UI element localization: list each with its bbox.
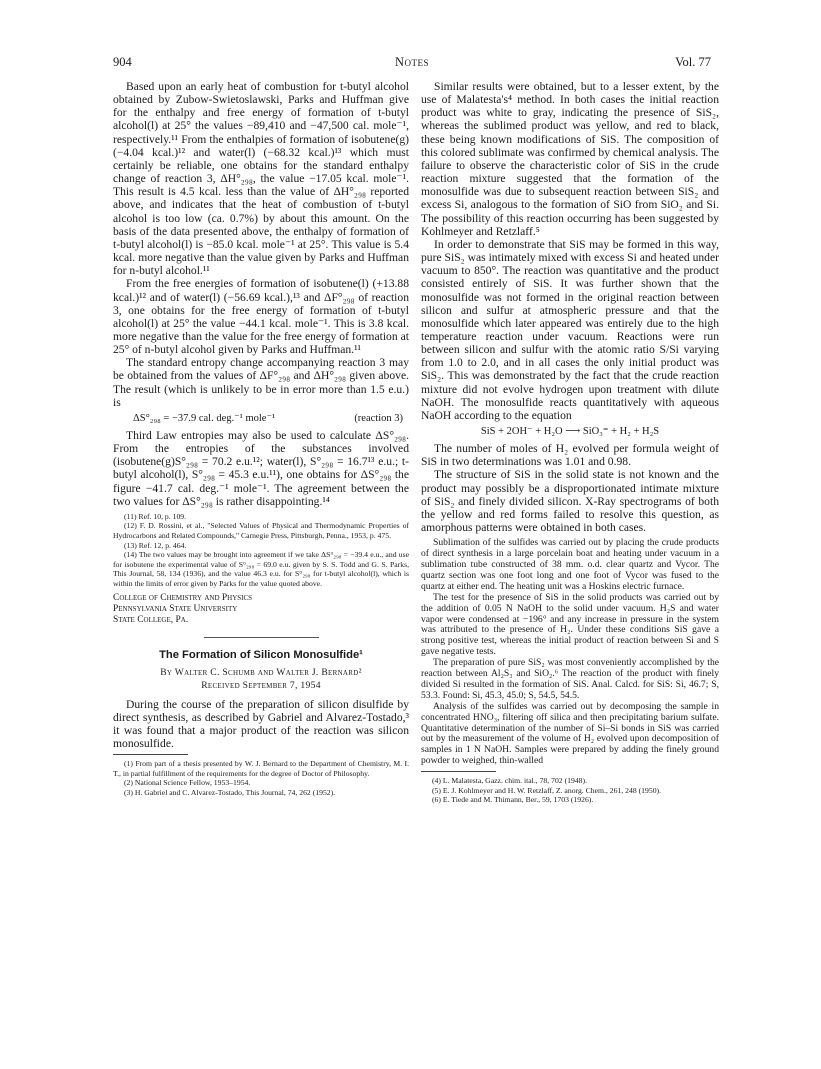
- experimental-paragraph: Sublimation of the sulfides was carried out by placing the crude products of direct synthesis in a large porcelain boat and heating under vacuum in a sublimation tube constructed of 38 mm. o.d. clear quartz and Vycor. The quartz section was one foot long and one foot of Vycor was fused to the quartz at either end. The heating unit was a Hoskins electric furnace.: [421, 537, 719, 592]
- paragraph: During the course of the preparation of silicon disulfide by direct synthesis, as described by Gabriel and Alvarez-Tostado,³ it was found that a major product of the reaction was silicon monosulfide.: [113, 697, 409, 751]
- footnote-divider: [421, 771, 496, 772]
- paragraph: From the free energies of formation of isobutene(l) (+13.88 kcal.)¹² and of water(l) (−56.69 kcal.),¹³ and ΔF°₂₉₈ of reaction 3, one obtains for the free energy of formation of t-butyl alcohol(l) at 25° the value −44.1 kcal. mole⁻¹. This is 3.8 kcal. more negative than the value for the free energy of formation at 25° of n-butyl alcohol given by Parks and Huffman.¹¹: [113, 277, 409, 357]
- paragraph: In order to demonstrate that SiS may be formed in this way, pure SiS₂ was intimately mixed with excess Si and heated under vacuum to 850°. The reaction was quantitative and the product consisted entirely of SiS. It was further shown that the monosulfide was not formed in the original reaction between silicon and sulfur at atmospheric pressure and that the monosulfide which later appeared was entirely due to the high temperature reaction under vacuum. Reactions were run between silicon and sulfur with the atomic ratio S/Si varying from 1.0 to 2.0, and in all cases the only initial product was SiS₂. This was demonstrated by the fact that the crude reaction mixture did not evolve hydrogen upon treatment with dilute NaOH. The monosulfide reacts quantitatively with aqueous NaOH according to the equation: [421, 237, 719, 422]
- paragraph: The structure of SiS in the solid state is not known and the product may possibly be a disproportionated intimate mixture of SiS₂ and finely divided silicon. X-Ray spectrograms of both the yellow and red forms failed to resolve this question, as amorphous patterns were obtained in both cases.: [421, 468, 719, 534]
- paragraph: Similar results were obtained, but to a lesser extent, by the use of Malatesta's⁴ method. In both cases the initial reaction product was white to gray, indicating the presence of SiS₂, whereas the sublimed product was yellow, and red to black, these being known modifications of SiS. The composition of this colored sublimate was confirmed by chemical analysis. The failure to observe the characteristic color of SiS in the crude reaction mixture suggested that the formation of the monosulfide was due to subsequent reaction between SiS₂ and excess Si, analogous to the formation of SiO from SiO₂ and Si. The possibility of this reaction occurring has been suggested by Kohlmeyer and Retzlaff.⁵: [421, 80, 719, 238]
- experimental-paragraph: Analysis of the sulfides was carried out by decomposing the sample in concentrated HNO₃, filtering off silica and then precipitating barium sulfate. Quantitative determination of the number of Si–Si bonds in SiS was carried out by the measurement of the volume of H₂ evolved upon decomposition of samples in 1 N NaOH. Samples were prepared by adding the finely ground powder to weighed, thin-walled: [421, 700, 719, 767]
- footnote: (6) E. Tiede and M. Thimann, Ber., 59, 1703 (1926).: [432, 795, 594, 805]
- affiliation: Pennsylvania State University: [113, 603, 238, 614]
- equation-text: ΔS°₂₉₈ = −37.9 cal. deg.⁻¹ mole⁻¹: [133, 412, 276, 424]
- page-number: 904: [113, 55, 132, 69]
- article-title: The Formation of Silicon Monosulfide¹: [159, 648, 363, 661]
- affiliation: College of Chemistry and Physics: [113, 592, 253, 603]
- footnote: (2) National Science Fellow, 1953–1954.: [124, 778, 251, 788]
- footnote: (4) L. Malatesta, Gazz. chim. ital., 78, 702 (1948).: [432, 776, 587, 786]
- section-divider: [204, 637, 319, 638]
- footnote: (12) F. D. Rossini, et al., "Selected Values of Physical and Thermodynamic Properties of Hydrocarbons and Related Compounds," Carnegie Press, Pittsburgh, Penna., 1953, p. 475.: [113, 521, 409, 541]
- volume-label: Vol. 77: [675, 55, 711, 69]
- right-column: [421, 80, 719, 805]
- equation: SiS + 2OH⁻ + H₂O ⟶ SiO₃⁼ + H₂ + H₂S: [480, 426, 660, 438]
- footnote: (14) The two values may be brought into agreement if we take ΔS°₂₉₈ = −39.4 e.u., and use for isobutene the experimental value of S°₂₉₈ = 69.0 e.u. given by S. S. Todd and G. S. Parks, This Journal, 58, 134 (1936), and the value 46.3 e.u. for S°₂₉₈ for t-butyl alcohol(l), which is within the limits of error given by Parks for the value quoted above.: [113, 550, 409, 588]
- experimental-paragraph: The preparation of pure SiS₂ was most conveniently accomplished by the reaction between Al₂S₃ and SiO₂.⁶ The reaction of the product with finely divided Si resulted in the formation of SiS. Anal. Calcd. for SiS: Si, 46.7; S, 53.3. Found: Si, 45.3, 45.0; S, 54.5, 54.5.: [421, 657, 719, 701]
- footnote: (11) Ref. 10, p. 109.: [124, 511, 187, 521]
- footnote: (1) From part of a thesis presented by W. J. Bernard to the Department of Chemistry, M. I. T., in partial fulfillment of the requirements for the degree of Doctor of Philosophy.: [113, 759, 409, 778]
- page-header: [113, 55, 711, 71]
- received-date: Received September 7, 1954: [201, 679, 321, 691]
- running-title: Notes: [394, 55, 430, 69]
- footnote-divider: [113, 754, 188, 755]
- affiliation: State College, Pa.: [113, 614, 189, 625]
- paragraph: The standard entropy change accompanying reaction 3 may be obtained from the values of ΔF°₂₉₈ and ΔH°₂₉₈ given above. The result (which is unlikely to be in error more than 1.5 e.u.) is: [113, 356, 409, 409]
- footnote: (5) E. J. Kohlmeyer and H. W. Retzlaff, Z. anorg. Chem., 261, 248 (1950).: [432, 785, 662, 795]
- byline: By Walter C. Schumb and Walter J. Bernard²: [160, 666, 362, 678]
- footnote: (13) Ref. 12, p. 464.: [124, 540, 187, 550]
- equation-label: (reaction 3): [354, 412, 403, 424]
- paragraph: The number of moles of H₂ evolved per formula weight of SiS in two determinations was 1.01 and 0.98.: [421, 442, 719, 469]
- left-column: [113, 80, 409, 798]
- experimental-paragraph: The test for the presence of SiS in the solid products was carried out by the addition of 0.05 N NaOH to the solid under vacuum. H₂S and water vapor were condensed at −196° and any increase in pressure in the system was attributed to the presence of H₂. Under these conditions SiS gave a strong positive test, whereas the initial product of reaction between Si and S gave negative tests.: [421, 591, 719, 658]
- footnote: (3) H. Gabriel and C. Alvarez-Tostado, This Journal, 74, 262 (1952).: [124, 788, 336, 797]
- paragraph: Third Law entropies may also be used to calculate ΔS°₂₉₈. From the entropies of the substances involved (isobutene(g)S°₂₉₈ = 70.2 e.u.¹²; water(l), S°₂₉₈ = 16.7¹³ e.u.; t-butyl alcohol(l), S°₂₉₈ = 45.3 e.u.¹¹), one obtains for ΔS°₂₉₈ the figure −41.7 cal. deg.⁻¹ mole⁻¹. The agreement between the two values for ΔS°₂₉₈ is rather disappointing.¹⁴: [113, 428, 409, 508]
- equation: [113, 411, 409, 426]
- paragraph: Based upon an early heat of combustion for t-butyl alcohol obtained by Zubow-Swietoslawski, Parks and Huffman give for the enthalpy and free energy of formation of t-butyl alcohol(l) at 25° the values −89,410 and −47,500 cal. mole⁻¹, respectively.¹¹ From the enthalpies of formation of isobutene(g) (−4.04 kcal.)¹² and water(l) (−68.32 kcal.)¹³ which must certainly be reliable, one obtains for the standard enthalpy change of reaction 3, ΔH°₂₉₈, the value −17.05 kcal. mole⁻¹. This result is 4.5 kcal. less than the value of ΔH°₂₉₈ reported above, and indicates that the heat of combustion of t-butyl alcohol is too low (ca. 0.7%) by about this amount. On the basis of the data presented above, the enthalpy of formation of t-butyl alcohol(l) is −85.0 kcal. mole⁻¹ at 25°. This value is 5.4 kcal. more negative than the value given by Parks and Huffman for n-butyl alcohol.¹¹: [113, 80, 409, 278]
